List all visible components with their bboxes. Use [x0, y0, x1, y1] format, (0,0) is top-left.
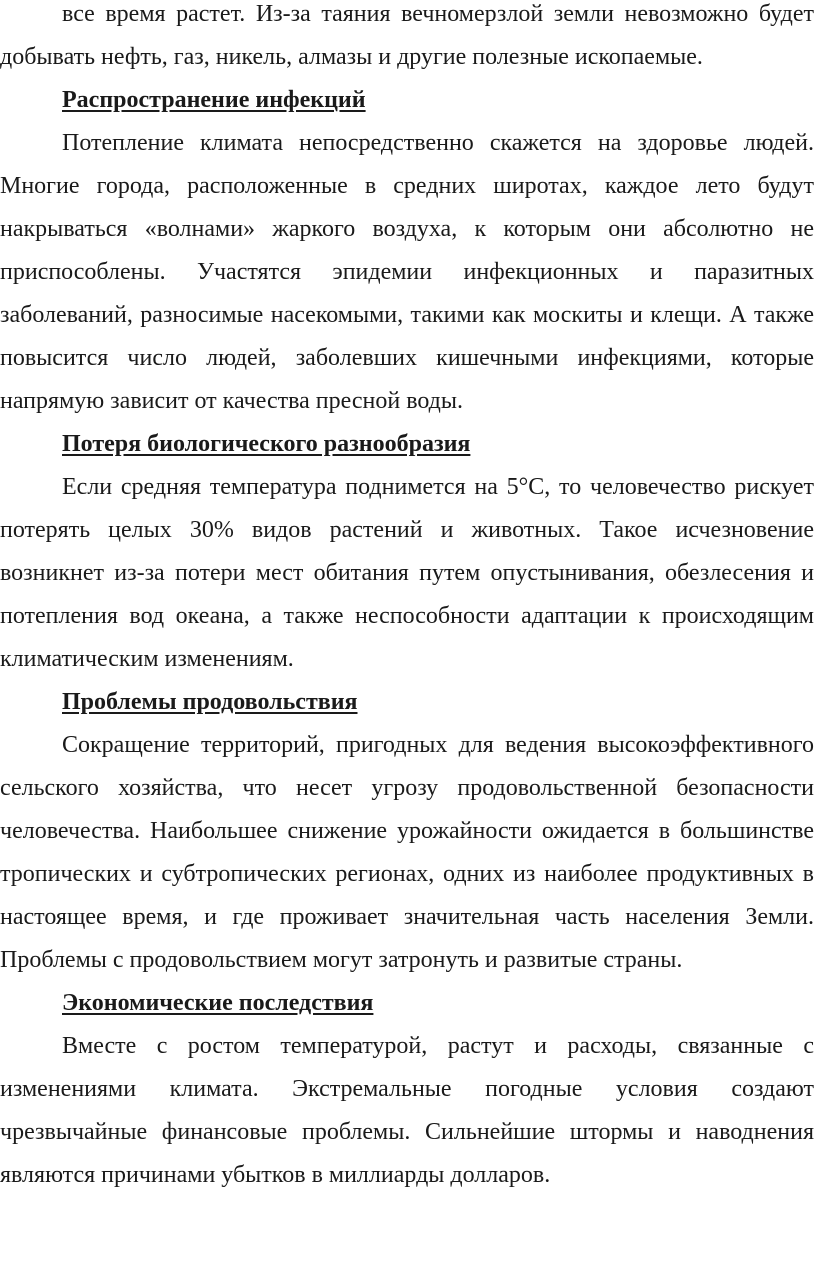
section-paragraph-economy: Вместе с ростом температурой, растут и расходы, связанные с изменениями климата. Экстремальные погодные условия создают чрезвычайные финансовые проблемы. Сильнейшие штормы и наводнения являются причинами убытков в миллиарды долларов. [0, 1033, 814, 1188]
section-heading-economy: Экономические последствия [62, 990, 374, 1016]
intro-paragraph: все время растет. Из-за таяния вечномерзлой земли невозможно будет добывать нефть, газ, никель, алмазы и другие полезные ископаемые. [0, 1, 814, 70]
section-heading-food: Проблемы продовольствия [62, 689, 358, 715]
section-heading-infections: Распространение инфекций [62, 87, 366, 113]
section-heading-biodiversity: Потеря биологического разнообразия [62, 431, 471, 457]
section-paragraph-infections: Потепление климата непосредственно скажется на здоровье людей. Многие города, расположенные в средних широтах, каждое лето будут накрываться «волнами» жаркого воздуха, к которым они абсолютно не приспособлены. Участятся эпидемии инфекционных и паразитных заболеваний, разносимые насекомыми, такими как москиты и клещи. А также повысится число людей, заболевших кишечными инфекциями, которые напрямую зависит от качества пресной воды. [0, 130, 814, 414]
section-paragraph-food: Сокращение территорий, пригодных для ведения высокоэффективного сельского хозяйства, что несет угрозу продовольственной безопасности человечества. Наибольшее снижение урожайности ожидается в большинстве тропических и субтропических регионах, одних из наиболее продуктивных в настоящее время, и где проживает значительная часть населения Земли. Проблемы с продовольствием могут затронуть и развитые страны. [0, 732, 814, 973]
section-paragraph-biodiversity: Если средняя температура поднимется на 5°C, то человечество рискует потерять целых 30% видов растений и животных. Такое исчезновение возникнет из-за потери мест обитания путем опустынивания, обезлесения и потепления вод океана, а также неспособности адаптации к происходящим климатическим изменениям. [0, 474, 814, 672]
